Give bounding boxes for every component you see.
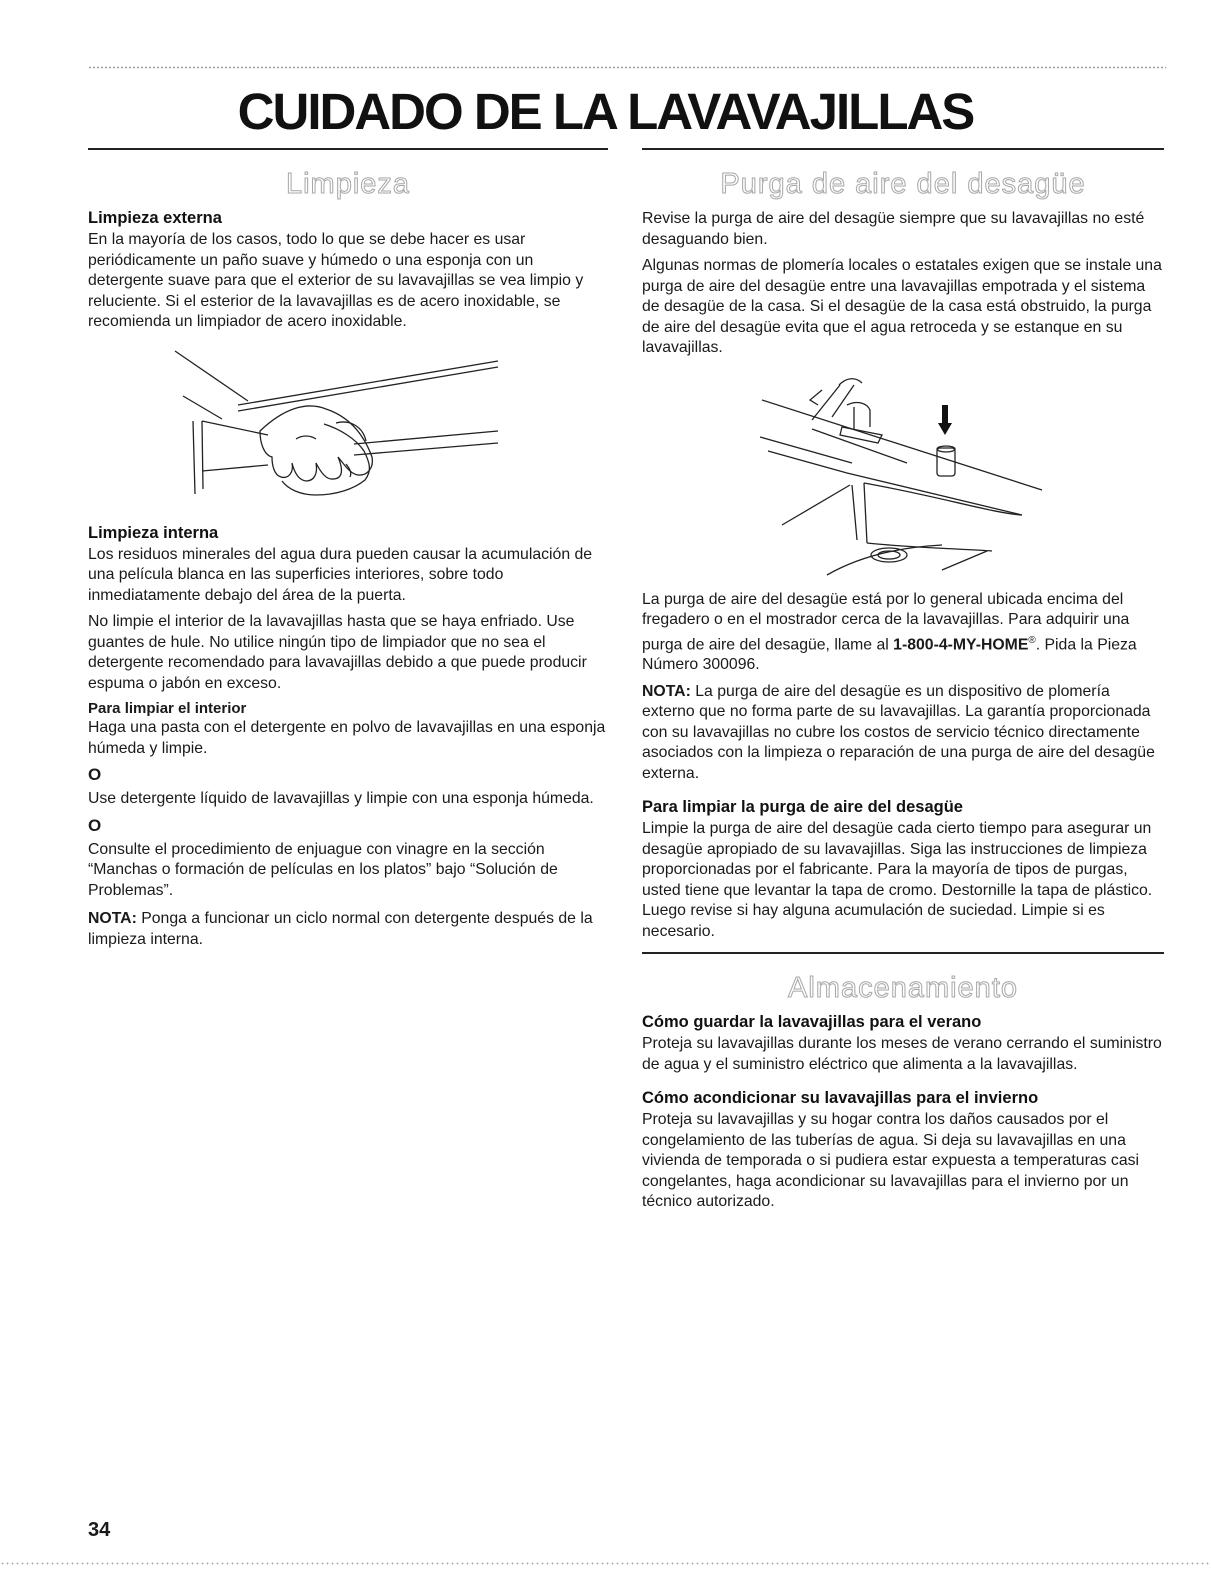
or-separator: O: [88, 765, 102, 784]
clean-airgap-text: Limpie la purga de aire del desagüe cada cierto tiempo para asegurar un desagüe apropiado de su lavavajillas. Siga las instrucciones de limpieza proporcionadas por el fabricante. Para la mayoría de tipos de purgas, usted tiene que levantar la tapa de cromo. Destornille la tapa de plástico. Luego revise si hay alguna acumulación de suciedad. Limpie si es necesario.: [642, 820, 1153, 940]
sink-air-gap-icon: [642, 365, 1164, 590]
note-left: [88, 909, 608, 950]
location-text-b: . Pida la Pieza Número 300096.: [642, 635, 1137, 674]
summer-text: Proteja su lavavajillas durante los meses de verano cerrando el suministro de agua y el suministro eléctrico que alimenta a la lavavajillas.: [642, 1035, 1162, 1073]
airgap-intro-1: Revise la purga de aire del desagüe siempre que su lavavajillas no esté desaguando bien.: [642, 210, 1145, 248]
section-rule: [642, 148, 1164, 150]
subhead-winter: Cómo acondicionar su lavavajillas para el invierno: [642, 1089, 1039, 1108]
registered-mark: ®: [1028, 634, 1036, 646]
subhead-interior: Para limpiar el interior: [88, 700, 247, 717]
page-title: CUIDADO DE LA LAVAVAJILLAS: [237, 83, 974, 140]
internal-text-2: No limpie el interior de la lavavajillas hasta que se haya enfriado. Use guantes de hule. No utilice ningún tipo de limpiador que no sea el detergente recomendado para lavavajillas debido a que puede producir espuma o jabón en exceso.: [88, 613, 587, 692]
note-right: [642, 682, 1164, 785]
subhead-clean-airgap: Para limpiar la purga de aire del desagüe: [642, 798, 963, 817]
subhead-summer: Cómo guardar la lavavajillas para el verano: [642, 1013, 982, 1032]
bottom-dotted-rule: [0, 1562, 1211, 1565]
right-column: [642, 148, 1164, 1219]
section-title-almacenamiento: Almacenamiento: [788, 972, 1018, 1005]
airgap-intro-2: Algunas normas de plomería locales o estatales exigen que se instale una purga de aire del desagüe entre una lavavajillas empotrada y el sistema de desagüe de la casa. Si el desagüe de la casa está obstruido, la purga de aire del desagüe evita que el agua retroceda y se estanque en su lavavajillas.: [642, 257, 1162, 356]
internal-text-1: Los residuos minerales del agua dura pueden causar la acumulación de una película blanca en las superficies interiores, sobre todo inmediatamente debajo del área de la puerta.: [88, 545, 593, 604]
section-rule: [88, 148, 608, 150]
page-number: 34: [88, 1519, 111, 1541]
top-dotted-rule: [88, 66, 1166, 69]
note-text: La purga de aire del desagüe es un dispositivo de plomería externo que no forma parte de su lavavajillas. La garantía proporcionada con su lavavajillas no cubre los costos de servicio técnico directamente asociados con la limpieza o reparación de una purga de aire del desagüe externa.: [642, 682, 1155, 782]
note-label: NOTA:: [642, 682, 691, 700]
phone-number: 1-800-4-MY-HOME: [893, 635, 1029, 653]
winter-text: Proteja su lavavajillas y su hogar contra los daños causados por el congelamiento de las tuberías de agua. Si deja su lavavajillas en una vivienda de temporada o si pudiera estar expuesta a temperaturas casi congelantes, haga acondicionar su lavavajillas para el invierno por un técnico autorizado.: [642, 1111, 1140, 1211]
section-title-purga: Purga de aire del desagüe: [720, 168, 1086, 200]
section-title-limpieza: Limpieza: [285, 168, 411, 200]
section-rule: [642, 952, 1164, 954]
or-separator: O: [88, 815, 102, 835]
left-column: [88, 148, 608, 956]
external-text: En la mayoría de los casos, todo lo que se debe hacer es usar periódicamente un paño suave y húmedo o una esponja con un detergente suave para que el exterior de su lavavajillas se vea limpio y reluciente. Si el esterior de la lavavajillas es de acero inoxidable, se recomienda un limpiador de acero inoxidable.: [88, 231, 584, 330]
vinegar-text: Consulte el procedimiento de enjuague con vinagre en la sección “Manchas o formación de películas en los platos” bajo “Solución de Problemas”.: [88, 840, 558, 899]
location-text-a: La purga de aire del desagüe está por lo general ubicada encima del fregadero o en el mostrador cerca de la lavavajillas. Para adquirir una purga de aire del desagüe, llame al: [642, 590, 1130, 653]
airgap-location-text: [642, 590, 1164, 676]
subhead-external: Limpieza externa: [88, 209, 222, 227]
note-text: Ponga a funcionar un ciclo normal con detergente después de la limpieza interna.: [88, 910, 593, 948]
hand-wiping-cloth-icon: [88, 339, 608, 524]
note-label: NOTA:: [88, 910, 137, 927]
liquid-text: Use detergente líquido de lavavajillas y limpie con una esponja húmeda.: [88, 790, 594, 807]
interior-text: Haga una pasta con el detergente en polvo de lavavajillas en una esponja húmeda y limpie.: [88, 719, 606, 757]
subhead-internal: Limpieza interna: [88, 523, 219, 542]
